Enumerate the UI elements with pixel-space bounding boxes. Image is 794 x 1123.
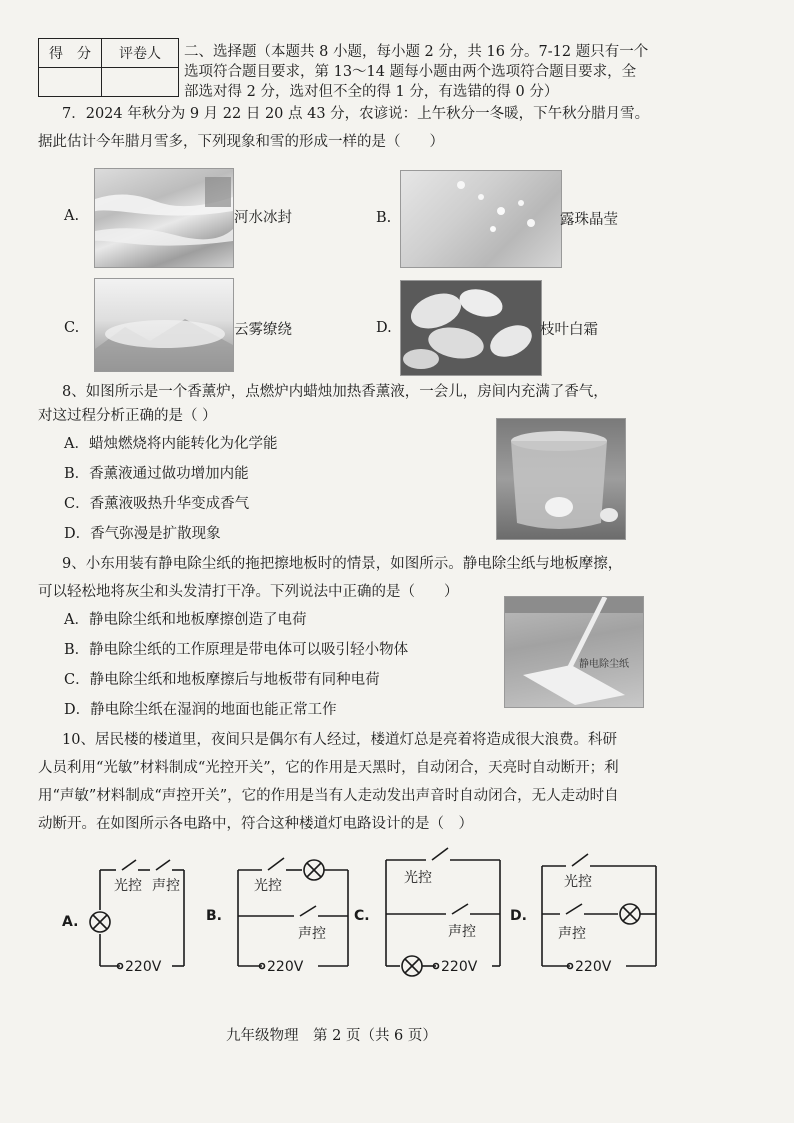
q9-option-b[interactable]: B．静电除尘纸的工作原理是带电体可以吸引轻小物体 [64,642,409,658]
score-cell[interactable] [39,68,102,97]
q7-option-a-caption: 河水冰封 [234,210,292,226]
frozen-river-image [95,169,233,267]
q10-stem-line1: 10、居民楼的楼道里，夜间只是偶尔有人经过，楼道灯总是亮着将造成很大浪费。科研 [62,732,617,748]
q9-option-d[interactable]: D．静电除尘纸在湿润的地面也能正常工作 [64,702,337,718]
circuit-b [238,858,348,969]
circuit-diagrams [0,840,794,990]
circuit-b-light-label: 光控 [254,878,282,894]
grader-cell[interactable] [102,68,179,97]
q9-stem-line1: 9、小东用装有静电除尘纸的拖把擦地板时的情景，如图所示。静电除尘纸与地板摩擦， [62,556,623,572]
q8-stem-line1: 8、如图所示是一个香薰炉，点燃炉内蜡烛加热香薰液，一会儿，房间内充满了香气， [62,384,608,400]
circuit-a [90,860,184,969]
circuit-a-letter[interactable]: A. [62,914,79,930]
grader-header: 评卷人 [102,39,179,68]
frost-image [401,281,541,375]
q7-option-a-letter[interactable]: A. [64,208,80,224]
circuit-c [386,848,500,976]
circuit-c-letter[interactable]: C. [354,908,370,924]
q7-stem-line2: 据此估计今年腊月雪多，下列现象和雪的形成一样的是（ ） [38,134,444,150]
circuit-b-sound-label: 声控 [298,926,326,942]
q9-photo-mop [504,596,644,708]
section-heading-line3: 部选对得 2 分，选对但不全的得 1 分，有选错的得 0 分） [184,84,559,100]
section-heading-line1: 二、选择题（本题共 8 小题，每小题 2 分，共 16 分。7-12 题只有一个 [184,44,649,60]
q7-photo-frozen-river [94,168,234,268]
section-heading-line2: 选项符合题目要求，第 13～14 题每小题由两个选项符合题目要求，全 [184,64,637,80]
score-header: 得 分 [39,39,102,68]
circuit-c-light-label: 光控 [404,870,432,886]
q7-stem-line1: 7．2024 年秋分为 9 月 22 日 20 点 43 分，农谚说：上午秋分一冬暖，下午秋分腊月雪。 [62,106,650,122]
dew-image [401,171,561,267]
page-footer: 九年级物理 第 2 页（共 6 页） [226,1028,437,1044]
circuit-c-sound-label: 声控 [448,924,476,940]
score-table [38,38,179,97]
circuit-b-voltage: 220V [267,959,304,975]
q7-option-d-letter[interactable]: D. [376,320,392,336]
q10-stem-line2: 人员利用“光敏”材料制成“光控开关”，它的作用是天黑时，自动闭合，天亮时自动断开；利 [38,760,619,776]
q8-option-c[interactable]: C．香薰液吸热升华变成香气 [64,496,250,512]
q7-photo-frost [400,280,542,376]
q9-photo-label: 静电除尘纸 [579,659,629,670]
circuit-c-voltage: 220V [441,959,478,975]
q8-option-d[interactable]: D．香气弥漫是扩散现象 [64,526,221,542]
circuit-b-letter[interactable]: B. [206,908,222,924]
circuit-d-letter[interactable]: D. [510,908,527,924]
circuit-d-sound-label: 声控 [558,926,586,942]
q7-option-b-letter[interactable]: B. [376,210,392,226]
circuit-d-voltage: 220V [575,959,612,975]
q9-option-c[interactable]: C．静电除尘纸和地板摩擦后与地板带有同种电荷 [64,672,380,688]
q7-option-d-caption: 枝叶白霜 [540,322,598,338]
circuit-d-light-label: 光控 [564,874,592,890]
q8-option-a[interactable]: A．蜡烛燃烧将内能转化为化学能 [64,436,278,452]
q7-option-c-caption: 云雾缭绕 [234,322,292,338]
circuit-a-voltage: 220V [125,959,162,975]
fog-image [95,279,233,371]
q10-stem-line4: 动断开。在如图所示各电路中，符合这种楼道灯电路设计的是（ ） [38,816,473,832]
q8-option-b[interactable]: B．香薰液通过做功增加内能 [64,466,249,482]
q9-stem-line2: 可以轻松地将灰尘和头发清打干净。下列说法中正确的是（ ） [38,584,459,600]
circuit-d [542,854,656,969]
q9-option-a[interactable]: A．静电除尘纸和地板摩擦创造了电荷 [64,612,307,628]
aroma-burner-image [497,419,625,539]
q10-stem-line3: 用“声敏”材料制成“声控开关”，它的作用是当有人走动发出声音时自动闭合，无人走动时自 [38,788,619,804]
circuit-a-sound-label: 声控 [152,878,180,894]
q7-option-b-caption: 露珠晶莹 [560,212,618,228]
q8-photo-aroma-burner [496,418,626,540]
q7-photo-dew [400,170,562,268]
q8-stem-line2: 对这过程分析正确的是（ ） [38,408,217,424]
circuit-a-light-label: 光控 [114,878,142,894]
mop-image [505,597,643,707]
q7-photo-fog [94,278,234,372]
q7-option-c-letter[interactable]: C. [64,320,80,336]
